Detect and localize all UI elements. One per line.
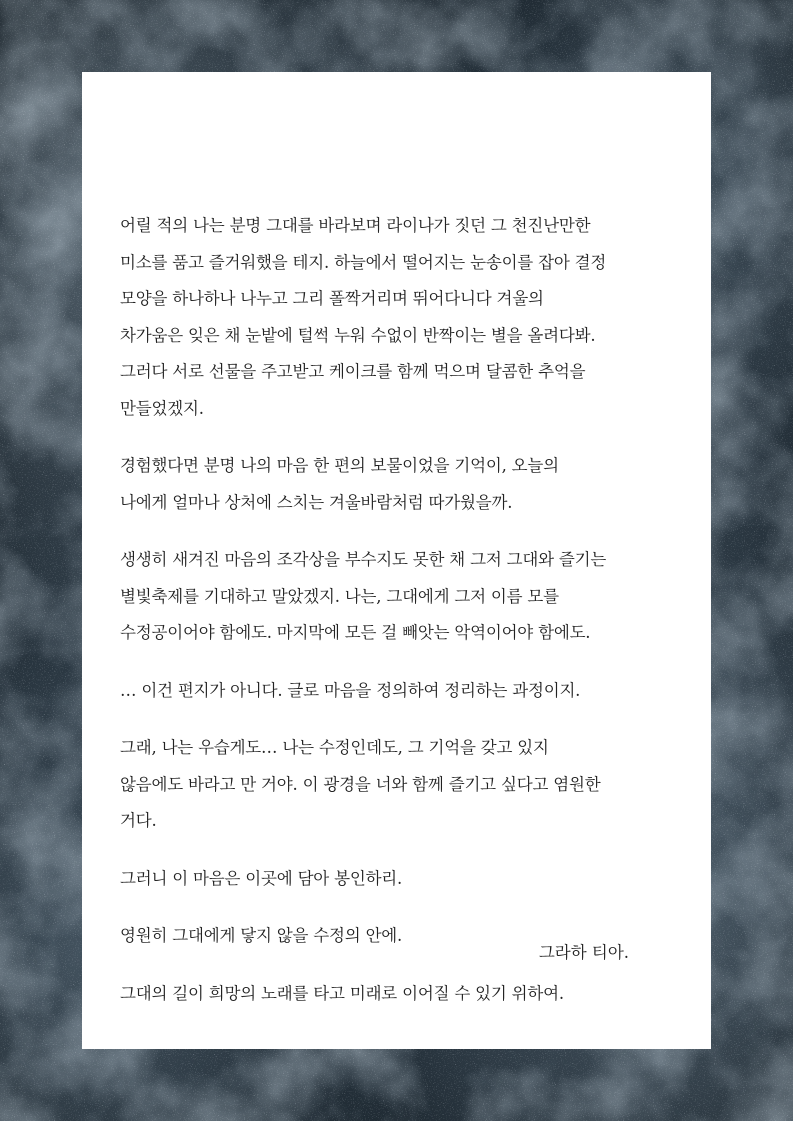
letter-paragraph bbox=[120, 861, 671, 898]
letter-line: 그러다 서로 선물을 주고받고 케이크를 함께 먹으며 달콤한 추억을 bbox=[120, 362, 586, 381]
letter-signature: 그라하 티아. bbox=[538, 943, 629, 962]
letter-line: 만들었겠지. bbox=[120, 398, 204, 418]
letter-line: 생생히 새겨진 마음의 조각상을 부수지도 못한 채 그저 그대와 즐기는 bbox=[120, 550, 607, 569]
letter-line: 수정공이어야 함에도. 마지막에 모든 걸 빼앗는 악역이어야 함에도. bbox=[120, 623, 591, 642]
letter-line: 어릴 적의 나는 분명 그대를 바라보며 라이나가 짓던 그 천진난만한 bbox=[120, 216, 591, 235]
letter-paragraph bbox=[120, 448, 671, 521]
letter-line: 거다. bbox=[120, 811, 157, 830]
letter-paragraph bbox=[120, 542, 671, 652]
letter-line: 미소를 품고 즐거워했을 테지. 하늘에서 떨어지는 눈송이를 잡아 결정 bbox=[120, 252, 607, 272]
letter-paragraph bbox=[120, 730, 671, 840]
letter-body bbox=[120, 208, 671, 1012]
letter-line: 모양을 하나하나 나누고 그리 폴짝거리며 뛰어다니다 겨울의 bbox=[120, 289, 544, 308]
letter-line: 나에게 얼마나 상처에 스치는 겨울바람처럼 따가웠을까. bbox=[120, 492, 513, 512]
letter-paper bbox=[82, 72, 711, 1049]
letter-paragraph bbox=[120, 976, 671, 1013]
letter-line: … 이건 편지가 아니다. 글로 마음을 정의하여 정리하는 과정이지. bbox=[120, 680, 581, 700]
letter-line: 경험했다면 분명 나의 마음 한 편의 보물이었을 기억이, 오늘의 bbox=[120, 456, 559, 475]
letter-line: 그대의 길이 희망의 노래를 타고 미래로 이어질 수 있기 위하여. bbox=[120, 983, 564, 1003]
letter-line: 그러니 이 마음은 이곳에 담아 봉인하리. bbox=[120, 868, 403, 888]
letter-paragraph bbox=[120, 673, 671, 710]
letter-line: 영원히 그대에게 닿지 않을 수정의 안에. bbox=[120, 926, 403, 945]
letter-paragraph bbox=[120, 208, 671, 427]
letter-line: 않음에도 바라고 만 거야. 이 광경을 너와 함께 즐기고 싶다고 염원한 bbox=[120, 774, 601, 794]
letter-line: 별빛축제를 기대하고 말았겠지. 나는, 그대에게 그저 이름 모를 bbox=[120, 586, 559, 606]
letter-line: 그래, 나는 우습게도… 나는 수정인데도, 그 기억을 갖고 있지 bbox=[120, 738, 549, 757]
letter-line: 차가움은 잊은 채 눈밭에 털썩 누워 수없이 반짝이는 별을 올려다봐. bbox=[120, 325, 596, 345]
